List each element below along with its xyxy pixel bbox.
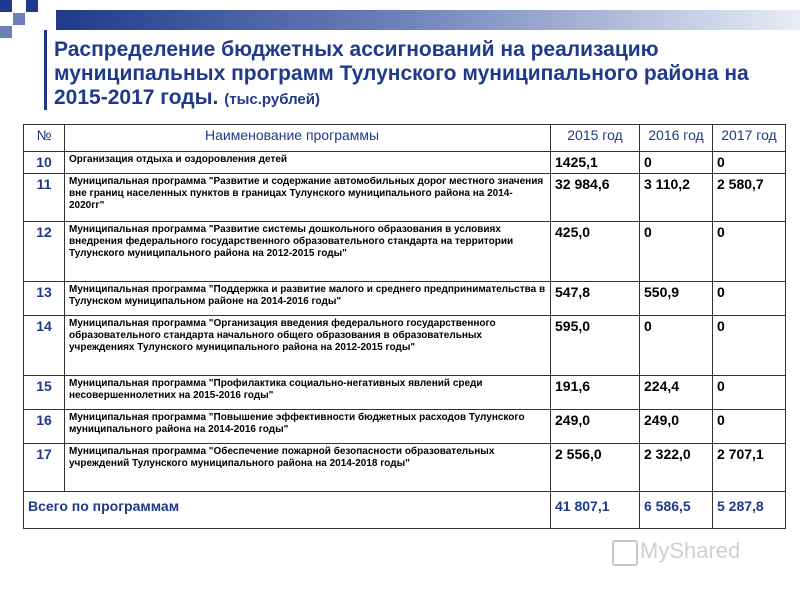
header-name: Наименование программы xyxy=(65,125,551,152)
row-num: 11 xyxy=(24,174,65,222)
table-row xyxy=(24,282,786,316)
row-2017: 2 580,7 xyxy=(713,174,786,222)
row-num: 10 xyxy=(24,152,65,174)
row-name: Муниципальная программа "Поддержка и развитие малого и среднего предпринимательства в Тулунском муниципальном районе на 2014-2016 годы" xyxy=(65,282,551,316)
header-2017: 2017 год xyxy=(713,125,786,152)
row-2015: 191,6 xyxy=(551,376,640,410)
total-2015: 41 807,1 xyxy=(551,492,640,529)
row-2016: 2 322,0 xyxy=(640,444,713,492)
total-label: Всего по программам xyxy=(24,492,551,529)
table-row xyxy=(24,376,786,410)
table-row xyxy=(24,410,786,444)
row-2015: 595,0 xyxy=(551,316,640,376)
row-num: 13 xyxy=(24,282,65,316)
header-gradient-bar xyxy=(56,10,800,30)
header-2015: 2015 год xyxy=(551,125,640,152)
row-2017: 0 xyxy=(713,376,786,410)
total-2016: 6 586,5 xyxy=(640,492,713,529)
table-row xyxy=(24,222,786,282)
row-name: Муниципальная программа "Повышение эффективности бюджетных расходов Тулунского муниципального района на 2014-2016 годы" xyxy=(65,410,551,444)
row-2016: 0 xyxy=(640,222,713,282)
row-2017: 0 xyxy=(713,316,786,376)
row-2017: 0 xyxy=(713,222,786,282)
table-header-row xyxy=(24,125,786,152)
watermark-text: MyShared xyxy=(640,538,741,563)
row-2015: 425,0 xyxy=(551,222,640,282)
row-2015: 2 556,0 xyxy=(551,444,640,492)
table-row xyxy=(24,316,786,376)
row-name: Муниципальная программа "Развитие системы дошкольного образования в условиях внедрения федерального государственного образовательного стандарта на территории Тулунского муниципального района на 2012-2015 годы" xyxy=(65,222,551,282)
row-num: 15 xyxy=(24,376,65,410)
table-row xyxy=(24,152,786,174)
row-name: Муниципальная программа "Обеспечение пожарной безопасности образовательных учреждений Тулунского муниципального района на 2014-2018 годы" xyxy=(65,444,551,492)
title-unit: (тыс.рублей) xyxy=(224,91,320,108)
budget-table xyxy=(23,124,786,529)
row-num: 17 xyxy=(24,444,65,492)
row-name: Муниципальная программа "Развитие и содержание автомобильных дорог местного значения вне границ населенных пунктов в границах Тулунского муниципального района на 2014-2020гг" xyxy=(65,174,551,222)
row-2016: 0 xyxy=(640,152,713,174)
row-2015: 32 984,6 xyxy=(551,174,640,222)
table-row xyxy=(24,174,786,222)
watermark xyxy=(610,538,740,564)
row-2017: 0 xyxy=(713,152,786,174)
header-2016: 2016 год xyxy=(640,125,713,152)
corner-decoration xyxy=(0,0,56,56)
row-2016: 3 110,2 xyxy=(640,174,713,222)
row-2016: 550,9 xyxy=(640,282,713,316)
total-row xyxy=(24,492,786,529)
title-accent-line xyxy=(44,30,47,110)
row-2015: 249,0 xyxy=(551,410,640,444)
title-text: Распределение бюджетных ассигнований на реализацию муниципальных программ Тулунского муниципального района на 2015-2017 годы. xyxy=(54,38,749,109)
row-2017: 2 707,1 xyxy=(713,444,786,492)
row-2016: 224,4 xyxy=(640,376,713,410)
row-num: 12 xyxy=(24,222,65,282)
row-num: 16 xyxy=(24,410,65,444)
row-2016: 249,0 xyxy=(640,410,713,444)
row-name: Организация отдыха и оздоровления детей xyxy=(65,152,551,174)
row-2017: 0 xyxy=(713,282,786,316)
row-2016: 0 xyxy=(640,316,713,376)
page-title xyxy=(54,38,754,112)
row-name: Муниципальная программа "Профилактика социально-негативных явлений среди несовершеннолетних на 2015-2016 годы" xyxy=(65,376,551,410)
row-num: 14 xyxy=(24,316,65,376)
table-row xyxy=(24,444,786,492)
row-name: Муниципальная программа "Организация введения федерального государственного образовательного стандарта начального общего образования в образовательных учреждениях Тулунского муниципального района на 2012-2015 годы" xyxy=(65,316,551,376)
row-2017: 0 xyxy=(713,410,786,444)
total-2017: 5 287,8 xyxy=(713,492,786,529)
row-2015: 1425,1 xyxy=(551,152,640,174)
row-2015: 547,8 xyxy=(551,282,640,316)
header-num: № xyxy=(24,125,65,152)
